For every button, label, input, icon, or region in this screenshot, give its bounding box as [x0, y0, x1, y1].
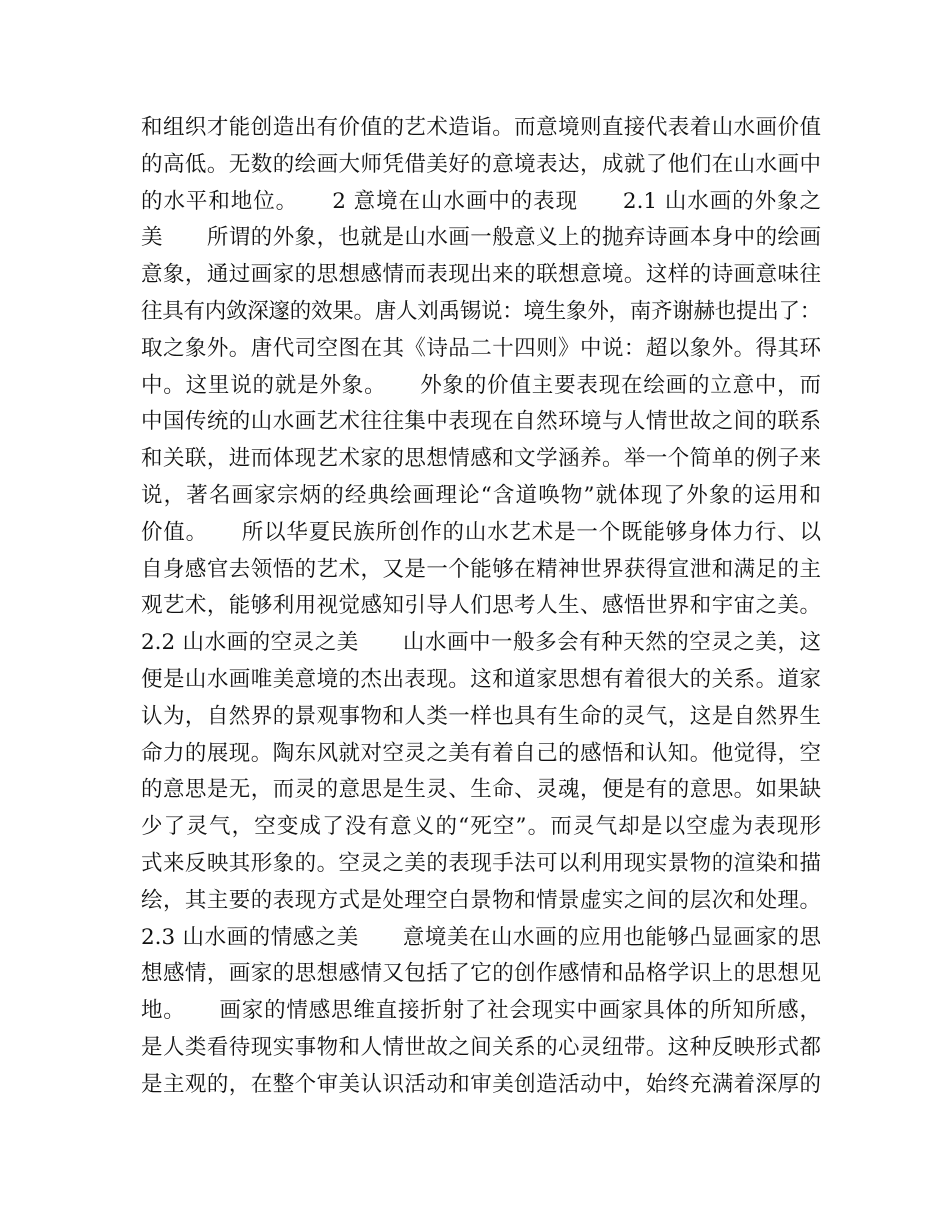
- text-line: 美 所谓的外象，也就是山水画一般意义上的抛弃诗画本身中的绘画: [141, 225, 821, 251]
- text-line: 地。 画家的情感思维直接折射了社会现实中画家具体的所知所感，: [141, 998, 821, 1024]
- text-line: 价值。 所以华夏民族所创作的山水艺术是一个既能够身体力行、以: [141, 519, 821, 545]
- text-line: 取之象外。唐代司空图在其《诗品二十四则》中说：超以象外。得其环: [141, 335, 821, 361]
- text-line: 的水平和地位。 2 意境在山水画中的表现 2.1 山水画的外象之: [141, 188, 821, 214]
- text-line: 观艺术，能够利用视觉感知引导人们思考人生、感悟世界和宇宙之美。: [141, 593, 821, 619]
- text-line: 中。这里说的就是外象。 外象的价值主要表现在绘画的立意中，而: [141, 372, 821, 398]
- text-line: 的意思是无，而灵的意思是生灵、生命、灵魂，便是有的意思。如果缺: [141, 777, 821, 803]
- text-line: 命力的展现。陶东风就对空灵之美有着自己的感悟和认知。他觉得，空: [141, 740, 821, 766]
- text-line: 说，著名画家宗炳的经典绘画理论“含道唤物”就体现了外象的运用和: [141, 482, 821, 508]
- text-line: 中国传统的山水画艺术往往集中表现在自然环境与人情世故之间的联系: [141, 409, 821, 435]
- text-line: 和组织才能创造出有价值的艺术造诣。而意境则直接代表着山水画价值: [141, 115, 821, 140]
- text-line: 想感情，画家的思想感情又包括了它的创作感情和品格学识上的思想见: [141, 961, 821, 987]
- text-line: 和关联，进而体现艺术家的思想情感和文学涵养。举一个简单的例子来: [141, 446, 821, 472]
- text-line: 是人类看待现实事物和人情世故之间关系的心灵纽带。这种反映形式都: [141, 1034, 821, 1060]
- text-line: 少了灵气，空变成了没有意义的“死空”。而灵气却是以空虚为表现形: [141, 814, 821, 840]
- text-line: 意象，通过画家的思想感情而表现出来的联想意境。这样的诗画意味往: [141, 262, 821, 288]
- text-line: 自身感官去领悟的艺术，又是一个能够在精神世界获得宣泄和满足的主: [141, 556, 821, 582]
- text-line: 便是山水画唯美意境的杰出表现。这和道家思想有着很大的关系。道家: [141, 666, 821, 692]
- text-line: 是主观的，在整个审美认识活动和审美创造活动中，始终充满着深厚的: [141, 1071, 821, 1097]
- text-line: 2.3 山水画的情感之美 意境美在山水画的应用也能够凸显画家的思: [141, 924, 821, 950]
- text-line: 式来反映其形象的。空灵之美的表现手法可以利用现实景物的渲染和描: [141, 850, 821, 876]
- text-line: 的高低。无数的绘画大师凭借美好的意境表达，成就了他们在山水画中: [141, 151, 821, 177]
- text-line: 往具有内敛深邃的效果。唐人刘禹锡说：境生象外，南齐谢赫也提出了：: [141, 298, 822, 324]
- text-line: 认为，自然界的景观事物和人类一样也具有生命的灵气，这是自然界生: [141, 703, 821, 729]
- text-line: 绘，其主要的表现方式是处理空白景物和情景虚实之间的层次和处理。: [141, 887, 821, 913]
- body-text: [141, 110, 821, 1104]
- text-line: 2.2 山水画的空灵之美 山水画中一般多会有种天然的空灵之美，这: [141, 630, 821, 656]
